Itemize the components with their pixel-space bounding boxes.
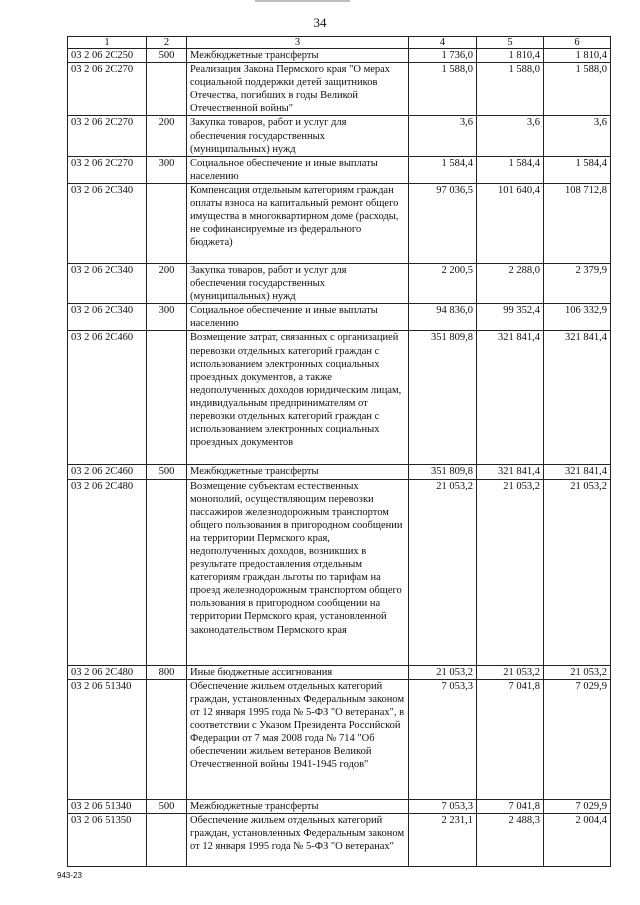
target-code: 03 2 06 2С460 bbox=[68, 331, 147, 465]
expense-type: 300 bbox=[147, 304, 187, 331]
table-row bbox=[68, 465, 611, 479]
amount-col-5: 1 584,4 bbox=[477, 156, 544, 183]
target-code: 03 2 06 2С270 bbox=[68, 63, 147, 116]
header-col-5: 5 bbox=[477, 37, 544, 49]
amount-col-6: 7 029,9 bbox=[544, 679, 611, 799]
amount-col-6: 108 712,8 bbox=[544, 183, 611, 263]
expense-type: 200 bbox=[147, 263, 187, 303]
amount-col-6: 1 810,4 bbox=[544, 49, 611, 63]
target-code: 03 2 06 2С460 bbox=[68, 465, 147, 479]
amount-col-4: 351 809,8 bbox=[409, 331, 477, 465]
item-name: Компенсация отдельным категориям граждан оплаты взноса на капитальный ремонт общего имущества в многоквартирном доме (расходы, не софинансируемые из федерального бюджета) bbox=[187, 183, 409, 263]
amount-col-6: 21 053,2 bbox=[544, 665, 611, 679]
expense-type: 500 bbox=[147, 799, 187, 813]
amount-col-4: 3,6 bbox=[409, 116, 477, 156]
target-code: 03 2 06 51350 bbox=[68, 813, 147, 866]
amount-col-4: 1 736,0 bbox=[409, 49, 477, 63]
target-code: 03 2 06 2С480 bbox=[68, 665, 147, 679]
table-row bbox=[68, 63, 611, 116]
expense-type: 300 bbox=[147, 156, 187, 183]
amount-col-6: 7 029,9 bbox=[544, 799, 611, 813]
item-name: Обеспечение жильем отдельных категорий граждан, установленных Федеральным законом от 12 января 1995 года № 5-ФЗ "О ветеранах" bbox=[187, 813, 409, 866]
item-name: Закупка товаров, работ и услуг для обеспечения государственных (муниципальных) нужд bbox=[187, 263, 409, 303]
expense-type bbox=[147, 813, 187, 866]
amount-col-5: 1 588,0 bbox=[477, 63, 544, 116]
table-row bbox=[68, 49, 611, 63]
scan-artifact bbox=[255, 0, 350, 2]
expense-type: 200 bbox=[147, 116, 187, 156]
amount-col-5: 101 640,4 bbox=[477, 183, 544, 263]
header-col-2: 2 bbox=[147, 37, 187, 49]
expense-type bbox=[147, 679, 187, 799]
budget-table bbox=[67, 36, 611, 867]
item-name: Закупка товаров, работ и услуг для обеспечения государственных (муниципальных) нужд bbox=[187, 116, 409, 156]
amount-col-4: 1 588,0 bbox=[409, 63, 477, 116]
target-code: 03 2 06 51340 bbox=[68, 799, 147, 813]
amount-col-6: 21 053,2 bbox=[544, 479, 611, 665]
amount-col-5: 2 288,0 bbox=[477, 263, 544, 303]
amount-col-6: 321 841,4 bbox=[544, 465, 611, 479]
item-name: Обеспечение жильем отдельных категорий граждан, установленных Федеральным законом от 12 января 1995 года № 5-ФЗ "О ветеранах", в соответствии с Указом Президента Российской Федерации от 7 мая 2008 года № 714 "Об обеспечении жильем ветеранов Великой Отечественной войны 1941-1945 годов" bbox=[187, 679, 409, 799]
item-name: Иные бюджетные ассигнования bbox=[187, 665, 409, 679]
amount-col-6: 2 379,9 bbox=[544, 263, 611, 303]
table-row bbox=[68, 813, 611, 866]
table-row bbox=[68, 331, 611, 465]
target-code: 03 2 06 2С250 bbox=[68, 49, 147, 63]
amount-col-4: 1 584,4 bbox=[409, 156, 477, 183]
amount-col-5: 2 488,3 bbox=[477, 813, 544, 866]
target-code: 03 2 06 2С340 bbox=[68, 183, 147, 263]
target-code: 03 2 06 2С340 bbox=[68, 304, 147, 331]
table-row bbox=[68, 156, 611, 183]
expense-type bbox=[147, 63, 187, 116]
document-footer-code: 943-23 bbox=[57, 871, 82, 880]
amount-col-5: 99 352,4 bbox=[477, 304, 544, 331]
item-name: Межбюджетные трансферты bbox=[187, 49, 409, 63]
amount-col-5: 7 041,8 bbox=[477, 679, 544, 799]
target-code: 03 2 06 2С270 bbox=[68, 116, 147, 156]
amount-col-4: 7 053,3 bbox=[409, 799, 477, 813]
table-row bbox=[68, 263, 611, 303]
amount-col-6: 321 841,4 bbox=[544, 331, 611, 465]
amount-col-5: 21 053,2 bbox=[477, 665, 544, 679]
item-name: Социальное обеспечение и иные выплаты населению bbox=[187, 156, 409, 183]
amount-col-5: 7 041,8 bbox=[477, 799, 544, 813]
amount-col-4: 7 053,3 bbox=[409, 679, 477, 799]
expense-type: 800 bbox=[147, 665, 187, 679]
amount-col-5: 321 841,4 bbox=[477, 465, 544, 479]
amount-col-4: 2 231,1 bbox=[409, 813, 477, 866]
table-row bbox=[68, 479, 611, 665]
item-name: Межбюджетные трансферты bbox=[187, 799, 409, 813]
item-name: Межбюджетные трансферты bbox=[187, 465, 409, 479]
target-code: 03 2 06 51340 bbox=[68, 679, 147, 799]
table-row bbox=[68, 304, 611, 331]
target-code: 03 2 06 2С480 bbox=[68, 479, 147, 665]
amount-col-5: 321 841,4 bbox=[477, 331, 544, 465]
amount-col-6: 1 588,0 bbox=[544, 63, 611, 116]
item-name: Возмещение затрат, связанных с организацией перевозки отдельных категорий граждан с использованием электронных социальных проездных документов, а также недополученных доходов юридическим лицам, индивидуальным предпринимателям от перевозки отдельных категорий граждан с использованием электронных социальных проездных документов bbox=[187, 331, 409, 465]
amount-col-4: 2 200,5 bbox=[409, 263, 477, 303]
expense-type bbox=[147, 183, 187, 263]
amount-col-4: 21 053,2 bbox=[409, 479, 477, 665]
header-col-3: 3 bbox=[187, 37, 409, 49]
expense-type: 500 bbox=[147, 49, 187, 63]
expense-type bbox=[147, 331, 187, 465]
amount-col-5: 1 810,4 bbox=[477, 49, 544, 63]
amount-col-4: 94 836,0 bbox=[409, 304, 477, 331]
table-row bbox=[68, 183, 611, 263]
amount-col-6: 3,6 bbox=[544, 116, 611, 156]
item-name: Социальное обеспечение и иные выплаты населению bbox=[187, 304, 409, 331]
amount-col-6: 1 584,4 bbox=[544, 156, 611, 183]
item-name: Реализация Закона Пермского края "О мерах социальной поддержки детей защитников Отечества, погибших в годы Великой Отечественной войны" bbox=[187, 63, 409, 116]
expense-type bbox=[147, 479, 187, 665]
table-row bbox=[68, 116, 611, 156]
header-col-4: 4 bbox=[409, 37, 477, 49]
target-code: 03 2 06 2С340 bbox=[68, 263, 147, 303]
amount-col-4: 97 036,5 bbox=[409, 183, 477, 263]
table-row bbox=[68, 665, 611, 679]
table-row bbox=[68, 799, 611, 813]
item-name: Возмещение субъектам естественных монополий, осуществляющим перевозки пассажиров железнодорожным транспортом общего пользования в пригородном сообщении на территории Пермского края, недополученных доходов, возникших в результате предоставления отдельным категориям граждан льготы по тарифам на проезд железнодорожным транспортом общего пользования в пригородном сообщении на территории Пермского края, установленной законодательством Пермского края bbox=[187, 479, 409, 665]
amount-col-6: 2 004,4 bbox=[544, 813, 611, 866]
table-row bbox=[68, 679, 611, 799]
target-code: 03 2 06 2С270 bbox=[68, 156, 147, 183]
expense-type: 500 bbox=[147, 465, 187, 479]
amount-col-5: 21 053,2 bbox=[477, 479, 544, 665]
amount-col-5: 3,6 bbox=[477, 116, 544, 156]
amount-col-4: 21 053,2 bbox=[409, 665, 477, 679]
header-col-6: 6 bbox=[544, 37, 611, 49]
amount-col-6: 106 332,9 bbox=[544, 304, 611, 331]
header-col-1: 1 bbox=[68, 37, 147, 49]
amount-col-4: 351 809,8 bbox=[409, 465, 477, 479]
page-number: 34 bbox=[313, 15, 327, 30]
header-row bbox=[68, 37, 611, 49]
